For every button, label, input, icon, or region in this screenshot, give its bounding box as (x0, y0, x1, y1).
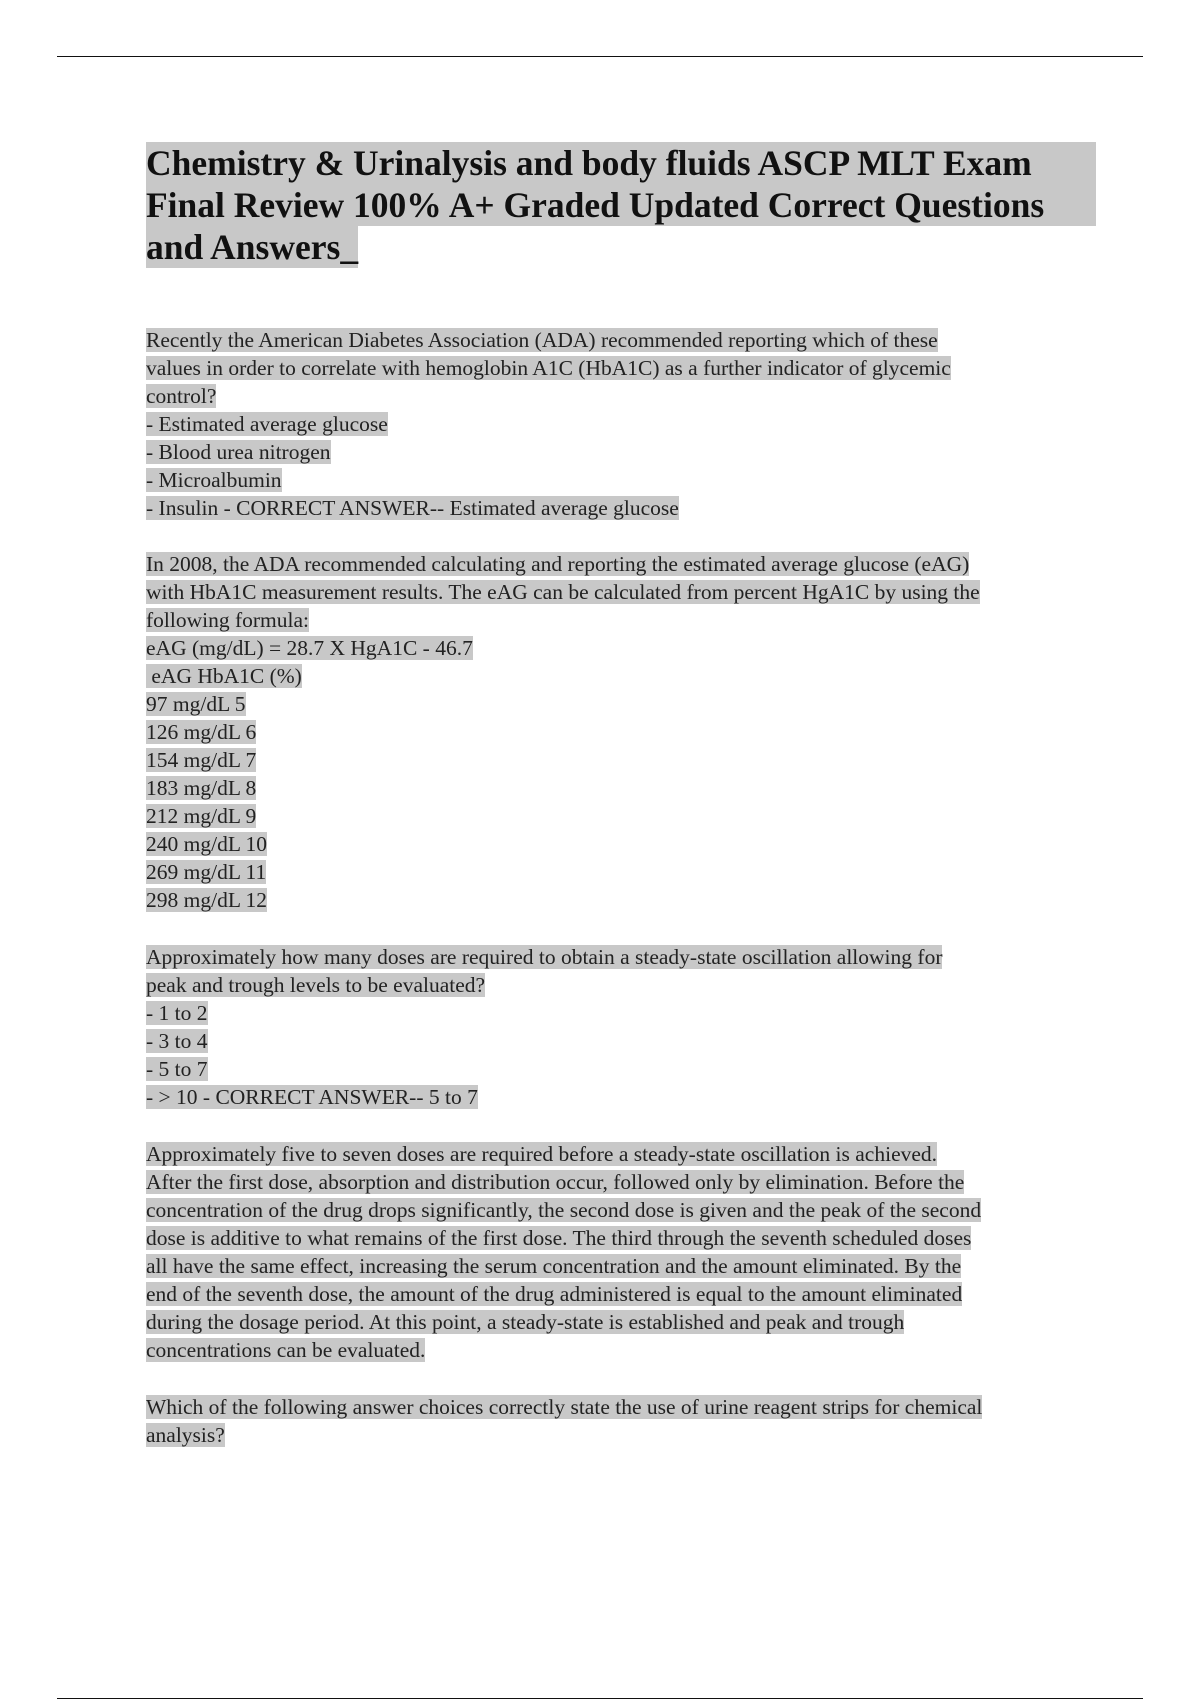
question-line: - Blood urea nitrogen (146, 440, 331, 464)
question-line-wrap (146, 943, 1096, 971)
explanation-line: 269 mg/dL 11 (146, 860, 267, 884)
question-line-wrap (146, 1055, 1096, 1083)
explanation-line-wrap (146, 774, 1096, 802)
explanation-line: eAG HbA1C (%) (146, 664, 302, 688)
explanation-line: with HbA1C measurement results. The eAG can be calculated from percent HgA1C by using the (146, 580, 980, 604)
explanation-line: In 2008, the ADA recommended calculating and reporting the estimated average glucose (eAG) (146, 552, 970, 576)
document-title (146, 142, 1096, 268)
explanation-line: concentration of the drug drops significantly, the second dose is given and the peak of the second (146, 1198, 982, 1222)
question-line: values in order to correlate with hemoglobin A1C (HbA1C) as a further indicator of glycemic (146, 356, 951, 380)
question-line-wrap (146, 466, 1096, 494)
explanation-line-wrap (146, 746, 1096, 774)
question-line: - Microalbumin (146, 468, 282, 492)
question-line-wrap (146, 1421, 1096, 1449)
explanation-line: all have the same effect, increasing the serum concentration and the amount eliminated. By the (146, 1254, 962, 1278)
question-line-wrap (146, 1083, 1096, 1111)
question-line: - 3 to 4 (146, 1029, 208, 1053)
explanation-line: Approximately five to seven doses are required before a steady-state oscillation is achieved. (146, 1142, 938, 1166)
title-line: Final Review 100% A+ Graded Updated Correct Questions (146, 184, 1096, 226)
question-line: Which of the following answer choices correctly state the use of urine reagent strips for chemical (146, 1395, 983, 1419)
question-line-wrap (146, 354, 1096, 382)
explanation-line-wrap (146, 606, 1096, 634)
question-line: control? (146, 384, 217, 408)
explanation-2 (146, 1140, 1096, 1364)
explanation-line: eAG (mg/dL) = 28.7 X HgA1C - 46.7 (146, 636, 473, 660)
explanation-line: during the dosage period. At this point, a steady-state is established and peak and trough (146, 1310, 905, 1334)
explanation-line: end of the seventh dose, the amount of the drug administered is equal to the amount eliminated (146, 1282, 963, 1306)
explanation-line-wrap (146, 550, 1096, 578)
bottom-rule (57, 1698, 1143, 1699)
question-line: Approximately how many doses are required to obtain a steady-state oscillation allowing for (146, 945, 943, 969)
explanation-line-wrap (146, 690, 1096, 718)
explanation-line: 298 mg/dL 12 (146, 888, 268, 912)
explanation-line-wrap (146, 1168, 1096, 1196)
question-line: - 1 to 2 (146, 1001, 208, 1025)
question-line: Recently the American Diabetes Association (ADA) recommended reporting which of these (146, 328, 938, 352)
explanation-line: concentrations can be evaluated. (146, 1338, 426, 1362)
explanation-line-wrap (146, 858, 1096, 886)
explanation-line: 183 mg/dL 8 (146, 776, 257, 800)
explanation-line-wrap (146, 578, 1096, 606)
explanation-line: dose is additive to what remains of the first dose. The third through the seventh scheduled doses (146, 1226, 972, 1250)
question-line-wrap (146, 1027, 1096, 1055)
title-line: Chemistry & Urinalysis and body fluids ASCP MLT Exam (146, 142, 1096, 184)
explanation-line: following formula: (146, 608, 310, 632)
question-line: - 5 to 7 (146, 1057, 208, 1081)
explanation-1 (146, 550, 1096, 914)
explanation-line-wrap (146, 1336, 1096, 1364)
top-rule (57, 56, 1143, 57)
explanation-line: After the first dose, absorption and distribution occur, followed only by elimination. Before the (146, 1170, 965, 1194)
question-line-wrap (146, 438, 1096, 466)
explanation-line-wrap (146, 718, 1096, 746)
question-3 (146, 1393, 1096, 1449)
explanation-line: 97 mg/dL 5 (146, 692, 246, 716)
explanation-line: 154 mg/dL 7 (146, 748, 257, 772)
question-line-wrap (146, 999, 1096, 1027)
explanation-line-wrap (146, 802, 1096, 830)
explanation-line-wrap (146, 634, 1096, 662)
question-1 (146, 326, 1096, 522)
explanation-line: 240 mg/dL 10 (146, 832, 268, 856)
question-line-wrap (146, 971, 1096, 999)
explanation-line-wrap (146, 1224, 1096, 1252)
question-2 (146, 943, 1096, 1111)
question-line-wrap (146, 1393, 1096, 1421)
explanation-line-wrap (146, 1140, 1096, 1168)
explanation-line-wrap (146, 1308, 1096, 1336)
question-line-wrap (146, 410, 1096, 438)
title-line: and Answers_ (146, 227, 359, 267)
question-line-wrap (146, 326, 1096, 354)
question-line: peak and trough levels to be evaluated? (146, 973, 486, 997)
explanation-line-wrap (146, 886, 1096, 914)
explanation-line: 212 mg/dL 9 (146, 804, 257, 828)
question-line: - Insulin - CORRECT ANSWER-- Estimated average glucose (146, 496, 679, 520)
question-line: analysis? (146, 1423, 225, 1447)
question-line: - > 10 - CORRECT ANSWER-- 5 to 7 (146, 1085, 478, 1109)
explanation-line-wrap (146, 1252, 1096, 1280)
explanation-line: 126 mg/dL 6 (146, 720, 257, 744)
explanation-line-wrap (146, 662, 1096, 690)
question-line: - Estimated average glucose (146, 412, 388, 436)
document-body (146, 142, 1096, 1449)
explanation-line-wrap (146, 1280, 1096, 1308)
question-line-wrap (146, 494, 1096, 522)
explanation-line-wrap (146, 830, 1096, 858)
explanation-line-wrap (146, 1196, 1096, 1224)
question-line-wrap (146, 382, 1096, 410)
